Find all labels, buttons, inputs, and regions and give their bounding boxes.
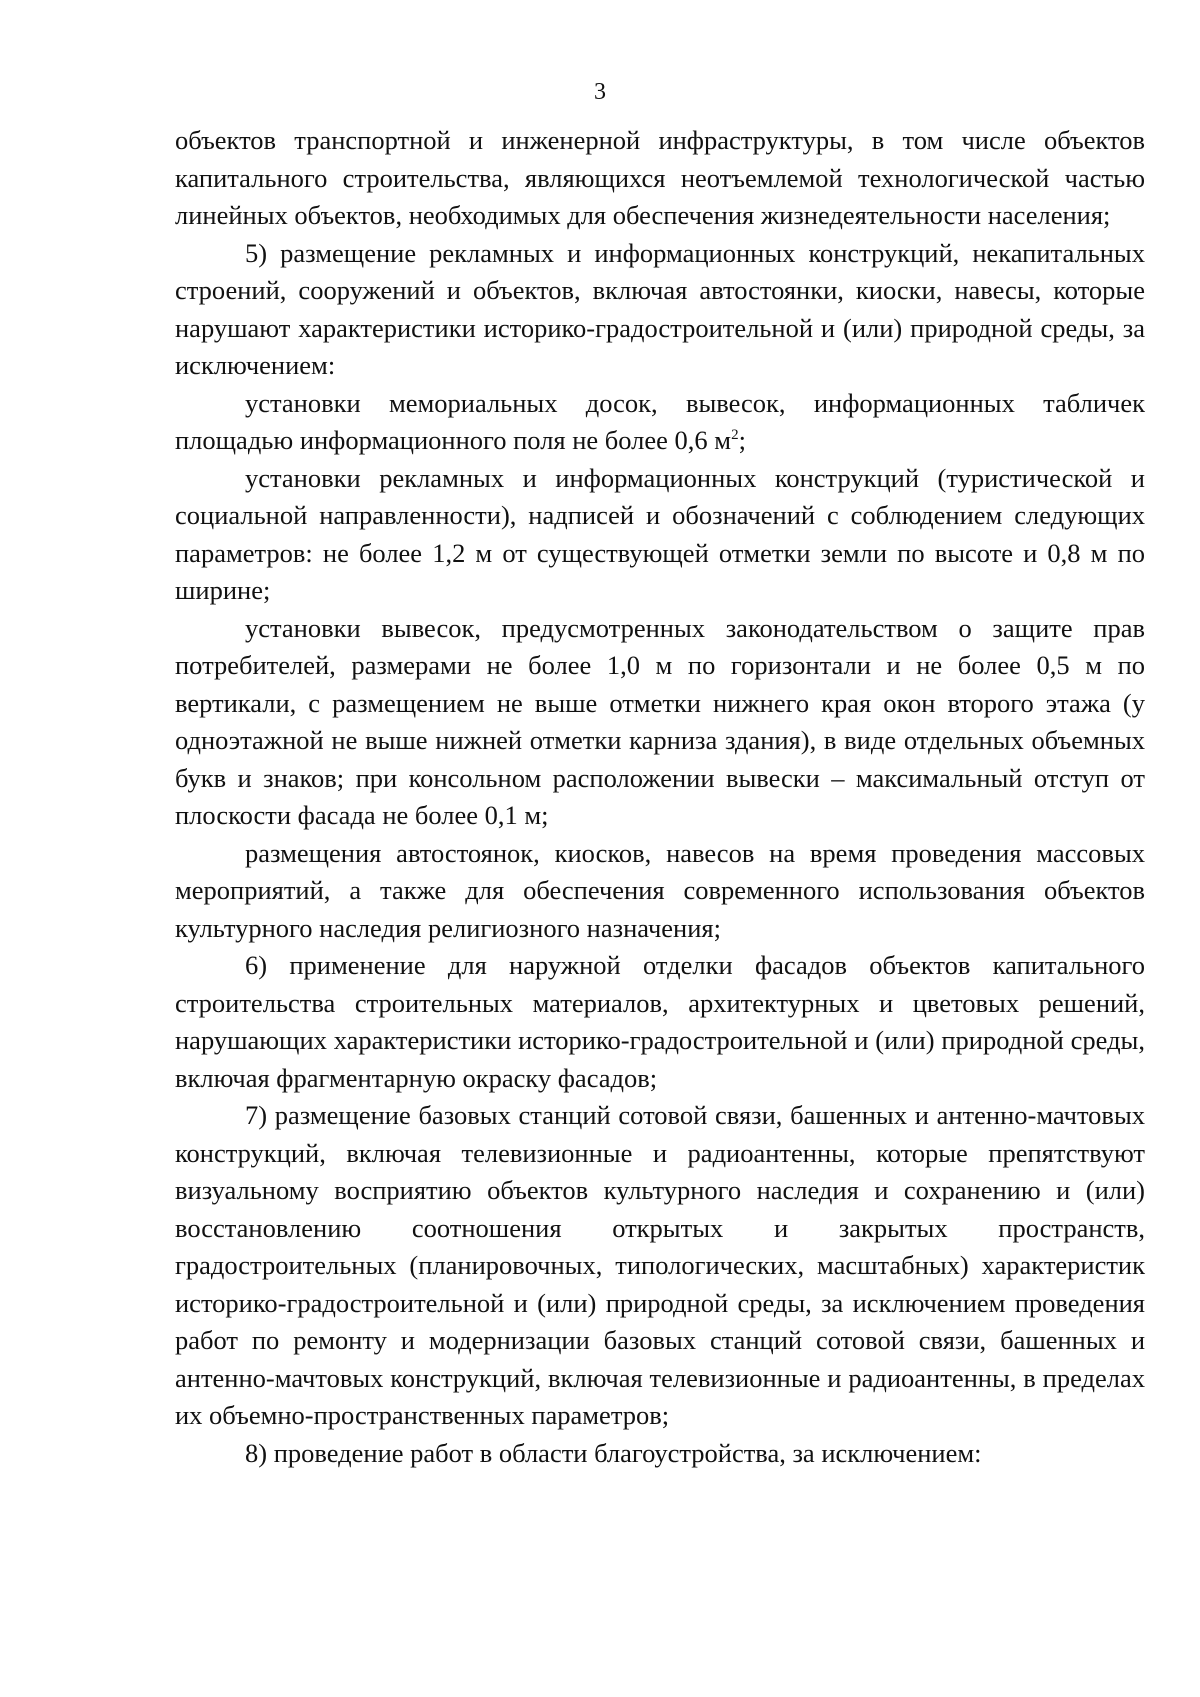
- paragraph-item-7: 7) размещение базовых станций сотовой связи, башенных и антенно-мачтовых конструкций, включая телевизионные и радиоантенны, которые препятствуют визуальному восприятию объектов культурного наследия и сохранению и (или) восстановлению соотношения открытых и закрытых пространств, градостроительных (планировочных, типологических, масштабных) характеристик историко-градостроительной и (или) природной среды, за исключением проведения работ по ремонту и модернизации базовых станций сотовой связи, башенных и антенно-мачтовых конструкций, включая телевизионные и радиоантенны, в пределах их объемно-пространственных параметров;: [175, 1100, 1145, 1430]
- paragraph-item-8: 8) проведение работ в области благоустройства, за исключением:: [245, 1437, 982, 1468]
- paragraph-memorial-plaques: [175, 385, 1145, 460]
- paragraph-advertising-structures: установки рекламных и информационных конструкций (туристической и социальной направленности), надписей и обозначений с соблюдением следующих параметров: не более 1,2 м от существующей отметки земли по высоте и 0,8 м по ширине;: [175, 462, 1145, 605]
- paragraph-item-6: 6) применение для наружной отделки фасадов объектов капитального строительства строительных материалов, архитектурных и цветовых решений, нарушающих характеристики историко-градостроительной и (или) природной среды, включая фрагментарную окраску фасадов;: [175, 950, 1145, 1093]
- square-meter-superscript: 2: [731, 427, 739, 444]
- paragraph-continuation: объектов транспортной и инженерной инфраструктуры, в том числе объектов капитального строительства, являющихся неотъемлемой технологической частью линейных объектов, необходимых для обеспечения жизнедеятельности населения;: [175, 125, 1145, 230]
- paragraph-parking-kiosks: размещения автостоянок, киосков, навесов на время проведения массовых мероприятий, а также для обеспечения современного использования объектов культурного наследия религиозного назначения;: [175, 837, 1145, 943]
- document-body: [175, 122, 1145, 1472]
- memorial-plaques-text: установки мемориальных досок, вывесок, информационных табличек площадью информационного поля не более 0,6 м: [175, 387, 1145, 455]
- paragraph-signboards: установки вывесок, предусмотренных законодательством о защите прав потребителей, размерами не более 1,0 м по горизонтали и не более 0,5 м по вертикали, с размещением не выше отметки нижнего края окон второго этажа (у одноэтажной не выше нижней отметки карниза здания), в виде отдельных объемных букв и знаков; при консольном расположении вывески – максимальный отступ от плоскости фасада не более 0,1 м;: [175, 612, 1145, 830]
- memorial-plaques-suffix: ;: [738, 425, 746, 455]
- page-number: 3: [594, 79, 606, 105]
- paragraph-item-5: 5) размещение рекламных и информационных конструкций, некапитальных строений, сооружений и объектов, включая автостоянки, киоски, навесы, которые нарушают характеристики историко-градостроительной и (или) природной среды, за исключением:: [175, 237, 1145, 380]
